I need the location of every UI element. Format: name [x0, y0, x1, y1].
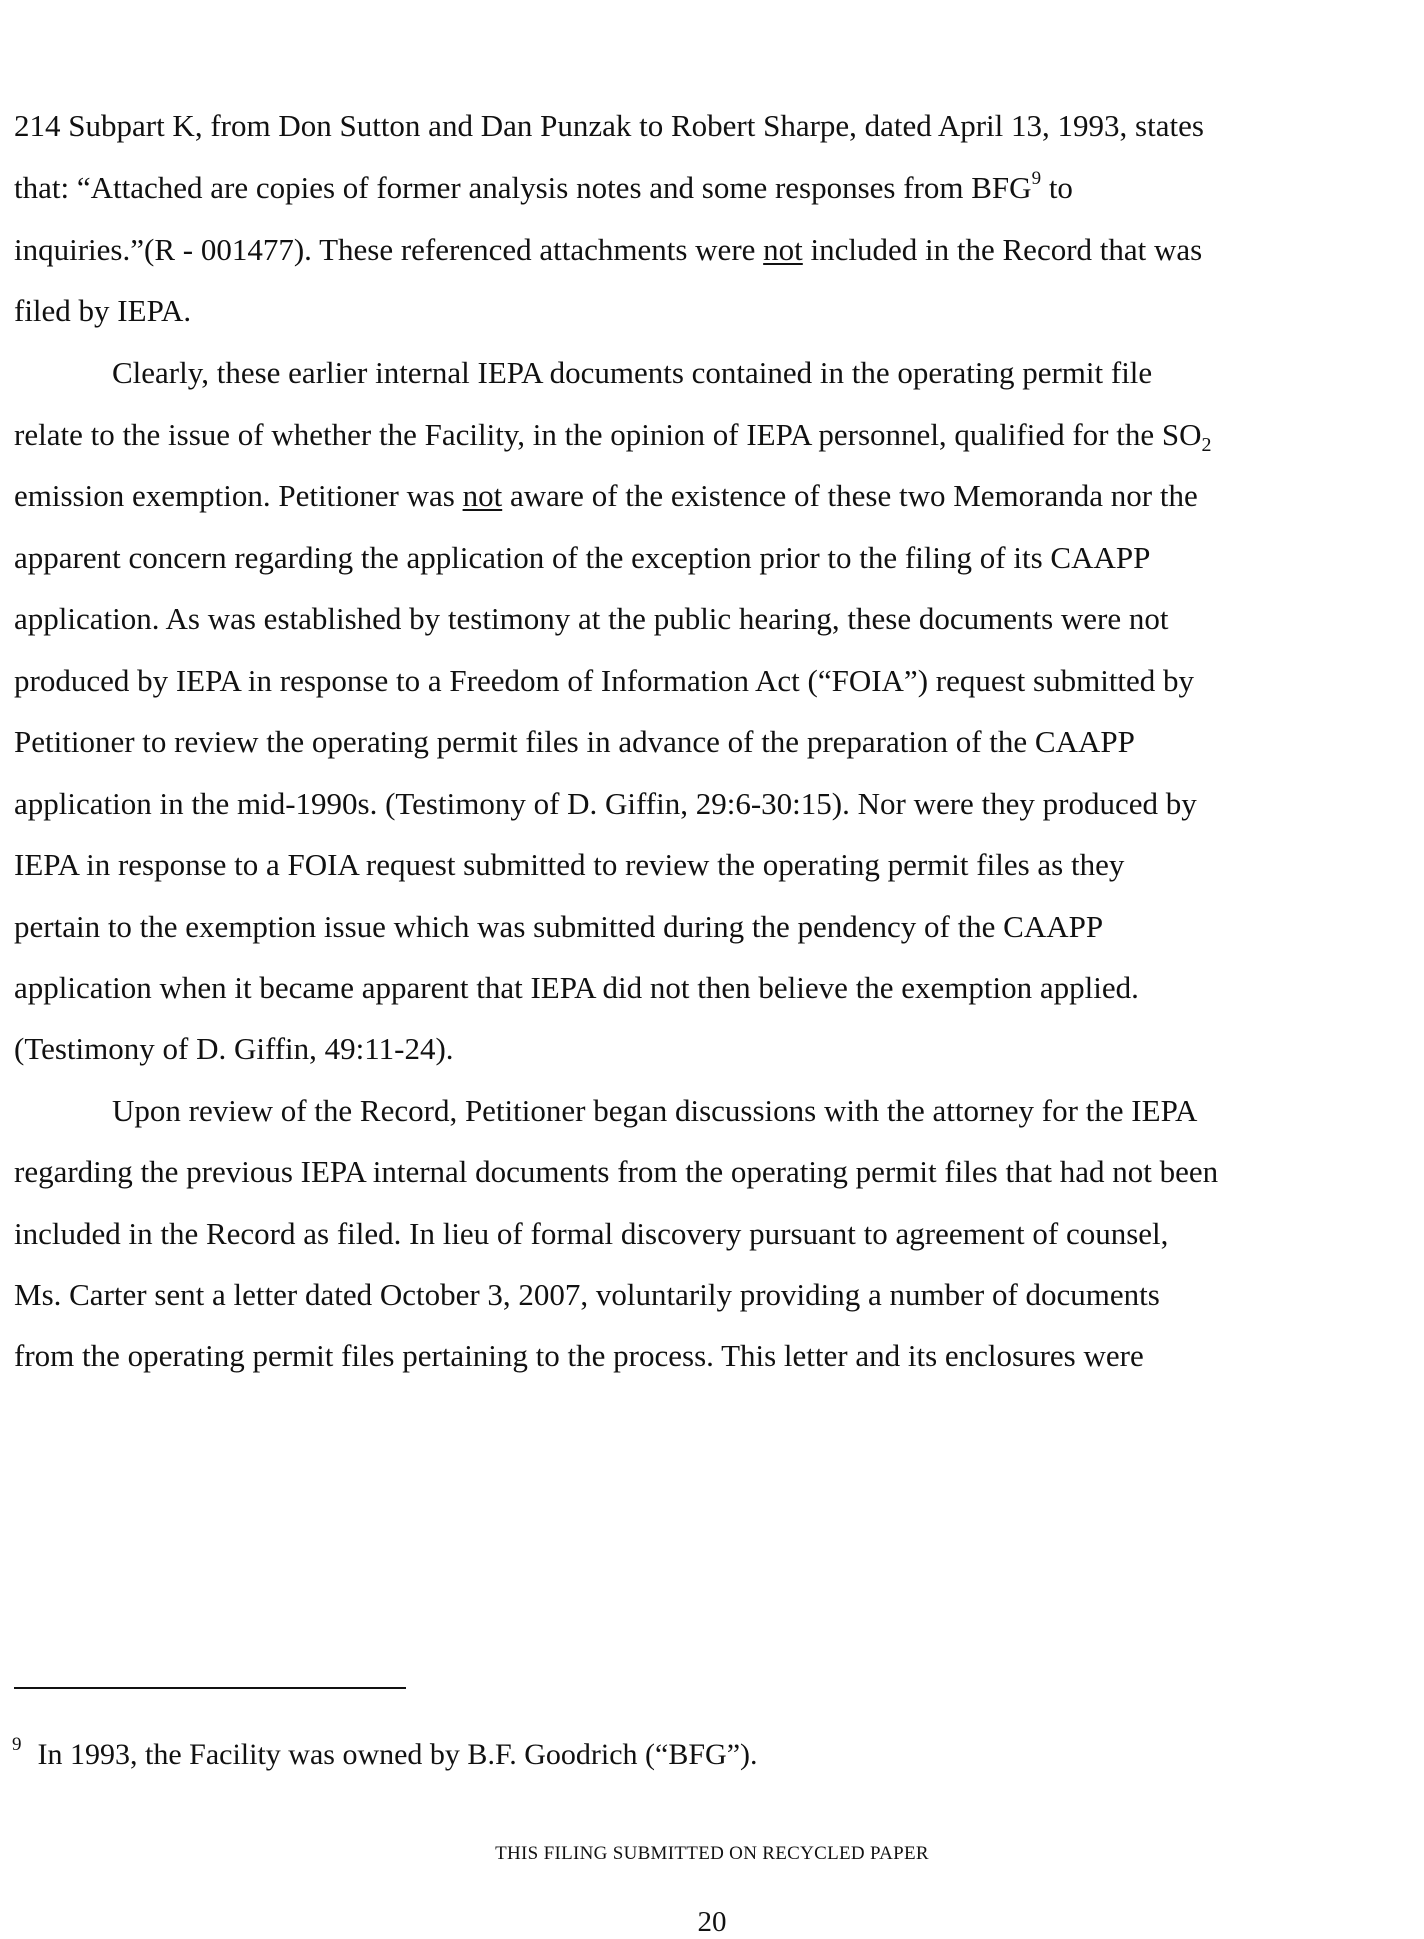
body-line-20 [14, 1277, 1160, 1313]
body-line-10 [14, 663, 1194, 699]
body-line-19 [14, 1216, 1168, 1252]
body-line-16-text: (Testimony of D. Giffin, 49:11-24). [14, 1031, 454, 1066]
body-line-7-text: emission exemption. Petitioner was [14, 478, 463, 513]
body-line-13 [14, 847, 1124, 883]
body-line-14-text: pertain to the exemption issue which was submitted during the pendency of the CAAPP [14, 909, 1104, 944]
body-line-2-text: that: “Attached are copies of former analysis notes and some responses from BFG [14, 170, 1032, 205]
body-line-3-text: inquiries.”(R - 001477). These referenced attachments were [14, 232, 764, 267]
body-line-12 [14, 786, 1197, 822]
body-line-12-text: application in the mid-1990s. (Testimony of D. Giffin, 29:6-30:15). Nor were they produced by [14, 786, 1197, 821]
body-line-8 [14, 540, 1150, 576]
body-line-18-text: regarding the previous IEPA internal documents from the operating permit files that had not been [14, 1154, 1219, 1189]
footnote [12, 1734, 758, 1772]
body-line-16 [14, 1031, 454, 1067]
body-line-20-text: Ms. Carter sent a letter dated October 3, 2007, voluntarily providing a number of documents [14, 1277, 1160, 1312]
body-line-8-text: apparent concern regarding the application of the exception prior to the filing of its CAAPP [14, 540, 1151, 575]
body-line-5-text: Clearly, these earlier internal IEPA documents contained in the operating permit file [112, 355, 1153, 390]
body-line-19-text: included in the Record as filed. In lieu of formal discovery pursuant to agreement of counsel, [14, 1216, 1169, 1251]
body-line-2-tail: to [1041, 170, 1073, 205]
underlined-emphasis: not [763, 232, 803, 267]
body-line-3-tail: included in the Record that was [802, 232, 1203, 267]
footnote-number: 9 [12, 1734, 22, 1755]
body-line-17-text: Upon review of the Record, Petitioner began discussions with the attorney for the IEPA [112, 1093, 1198, 1128]
body-line-7-tail: aware of the existence of these two Memoranda nor the [502, 478, 1198, 513]
recycled-paper-notice: THIS FILING SUBMITTED ON RECYCLED PAPER [495, 1843, 929, 1864]
body-line-6 [14, 417, 1212, 456]
page-number: 20 [697, 1906, 727, 1938]
paragraph-3-first-line [112, 1093, 1197, 1129]
body-line-15 [14, 970, 1139, 1006]
body-line-14 [14, 909, 1103, 945]
body-line-11-text: Petitioner to review the operating permit files in advance of the preparation of the CAAPP [14, 724, 1135, 759]
body-line-21 [14, 1338, 1144, 1374]
footnote-reference: 9 [1031, 168, 1042, 189]
body-line-3 [14, 232, 1202, 268]
body-line-10-text: produced by IEPA in response to a Freedom of Information Act (“FOIA”) request submitted by [14, 663, 1195, 698]
paragraph-2-first-line [112, 355, 1152, 391]
body-line-6-text: relate to the issue of whether the Facility, in the opinion of IEPA personnel, qualified for the SO [14, 417, 1202, 452]
underlined-emphasis: not [462, 478, 503, 513]
body-line-4-text: filed by IEPA. [14, 293, 192, 328]
body-line-7 [14, 478, 1198, 514]
body-line-2 [14, 170, 1073, 206]
body-line-9 [14, 601, 1168, 637]
body-line-15-text: application when it became apparent that IEPA did not then believe the exemption applied. [14, 970, 1139, 1005]
body-line-13-text: IEPA in response to a FOIA request submitted to review the operating permit files as they [14, 847, 1125, 882]
body-line-1-text: 214 Subpart K, from Don Sutton and Dan Punzak to Robert Sharpe, dated April 13, 1993, states [14, 108, 1204, 143]
footnote-separator [14, 1687, 406, 1689]
body-line-21-text: from the operating permit files pertaining to the process. This letter and its enclosures were [14, 1338, 1144, 1373]
body-line-18 [14, 1154, 1218, 1190]
body-line-11 [14, 724, 1135, 760]
body-line-4 [14, 293, 191, 329]
so2-subscript: 2 [1201, 434, 1212, 456]
footnote-text: In 1993, the Facility was owned by B.F. Goodrich (“BFG”). [37, 1738, 758, 1771]
body-line-9-text: application. As was established by testimony at the public hearing, these documents were not [14, 601, 1169, 636]
body-line-1 [14, 108, 1204, 144]
